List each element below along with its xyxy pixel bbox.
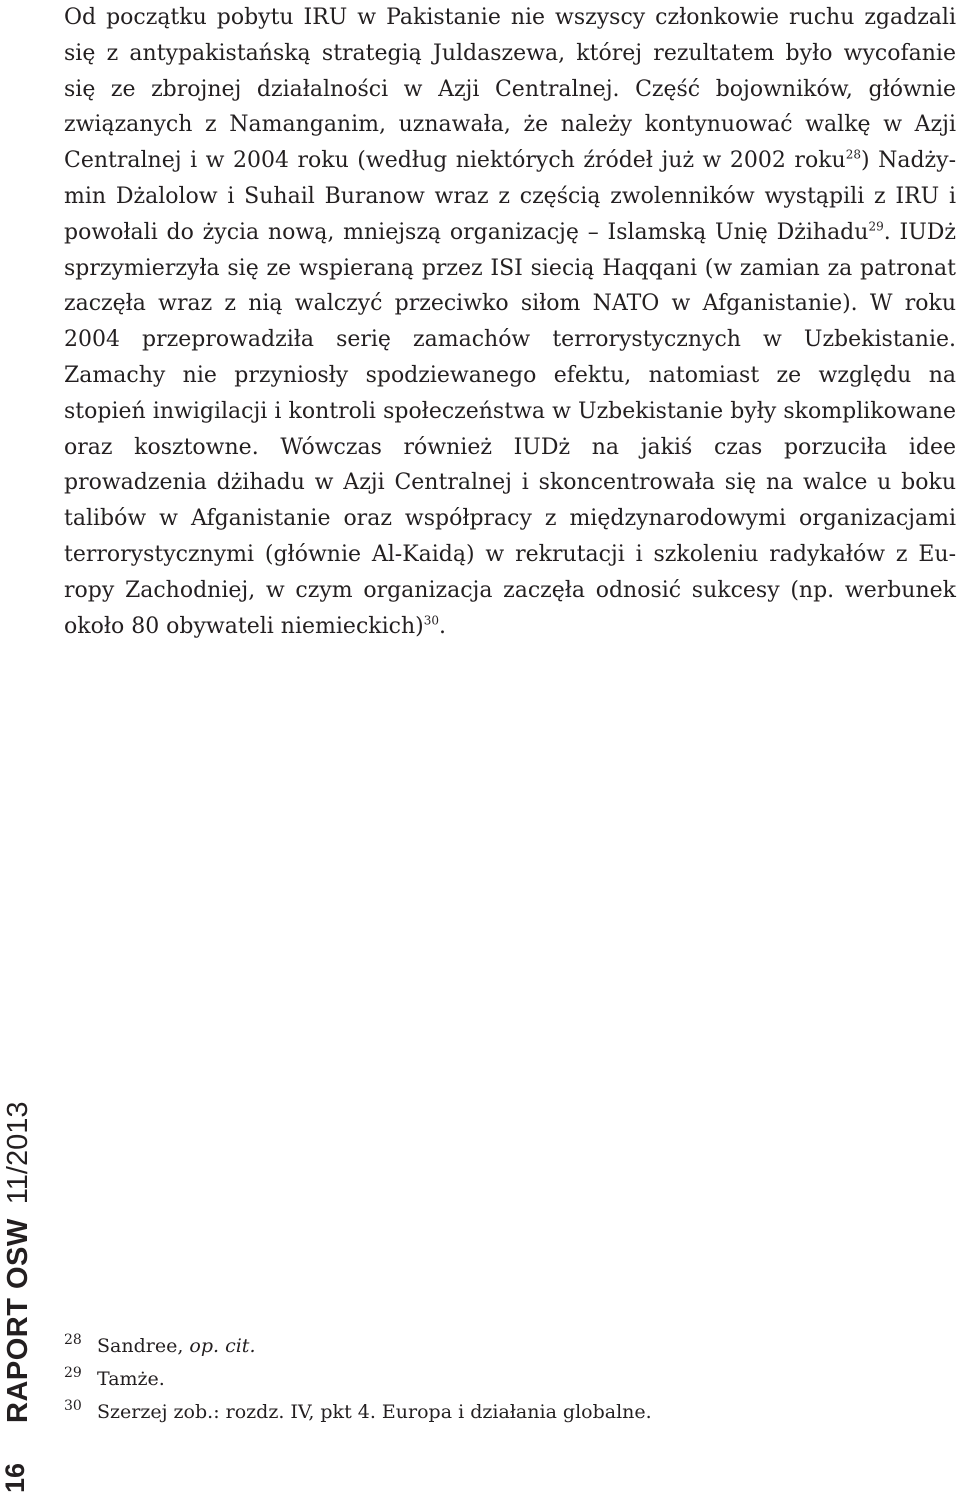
main-paragraph	[64, 0, 956, 644]
paragraph-text-part-2: ) Nadżymin Dżalolow i Suhail Buranow wraz z częścią zwolenników wystąpili z IRU i powołali do życia nową, mniejszą organizację – Islamską Unię Dżihadu	[64, 148, 957, 245]
footnotes	[64, 1331, 944, 1430]
publication-issue: 11/2013	[2, 1101, 34, 1205]
footnote-30	[64, 1397, 944, 1430]
footnote-number: 28	[64, 1332, 82, 1348]
footnote-ref-29[interactable]: 29	[868, 219, 884, 234]
footnote-ref-28[interactable]: 28	[845, 147, 861, 162]
page-number	[0, 1452, 34, 1493]
footnote-text: Tamże.	[97, 1368, 165, 1390]
footnote-text-italic: op. cit.	[189, 1335, 256, 1357]
footnote-number: 29	[64, 1365, 82, 1381]
page-number-label: 16	[0, 1462, 30, 1493]
paragraph-text-part-4: .	[439, 613, 446, 639]
paragraph-text-part-1: Od początku pobytu IRU w Pakistanie nie wszyscy członkowie ruchu zgadzali się z antypakistańską strategią Juldaszewa, której rezultatem było wycofanie się ze zbrojnej działalności w Azji Centralnej. Część bojowników, głównie związanych z Namanganim, uznawała, że należy kontynuować walkę w Azji Centralnej i w 2004 roku (według niektórych źródeł już w 2002 roku	[64, 5, 956, 174]
publication-brand: RAPORT OSW	[2, 1218, 34, 1423]
footnote-text: Szerzej zob.: rozdz. IV, pkt 4. Europa i działania globalne.	[97, 1401, 652, 1423]
paragraph-text-part-3: . IUDż sprzymierzyła się ze wspieraną przez ISI siecią Haqqani (w zamian za patronat zaczęła wraz z nią walczyć przeciwko siłom NATO w Afganistanie). W roku 2004 przeprowadziła serię zamachów terrorystycznych w Uzbekistanie. Zamachy nie przyniosły spodziewanego efektu, natomiast ze względu na stopień inwigilacji i kontroli społeczeństwa w Uzbekistanie były skomplikowane oraz kosztowne. Wówczas również IUDż na jakiś czas porzuciła idee prowadzenia dżihadu w Azji Centralnej i skoncentrowała się na walce u boku talibów w Afganistanie oraz współpracy z międzynarodowymi organizacjami terrorystycznymi (głównie Al-Kaidą) w rekrutacji i szkoleniu radykałów z Europy Zachodniej, w czym organizacja zaczęła odnosić sukcesy (np. werbunek około 80 obywateli niemieckich)	[64, 219, 956, 639]
footnote-ref-30[interactable]: 30	[423, 613, 439, 628]
footnote-29	[64, 1364, 944, 1397]
footnote-number: 30	[64, 1398, 82, 1414]
footnote-28	[64, 1331, 944, 1364]
footnote-text-plain: Sandree,	[97, 1335, 190, 1357]
running-header-vertical	[1, 1101, 35, 1423]
footnote-text	[97, 1331, 255, 1361]
